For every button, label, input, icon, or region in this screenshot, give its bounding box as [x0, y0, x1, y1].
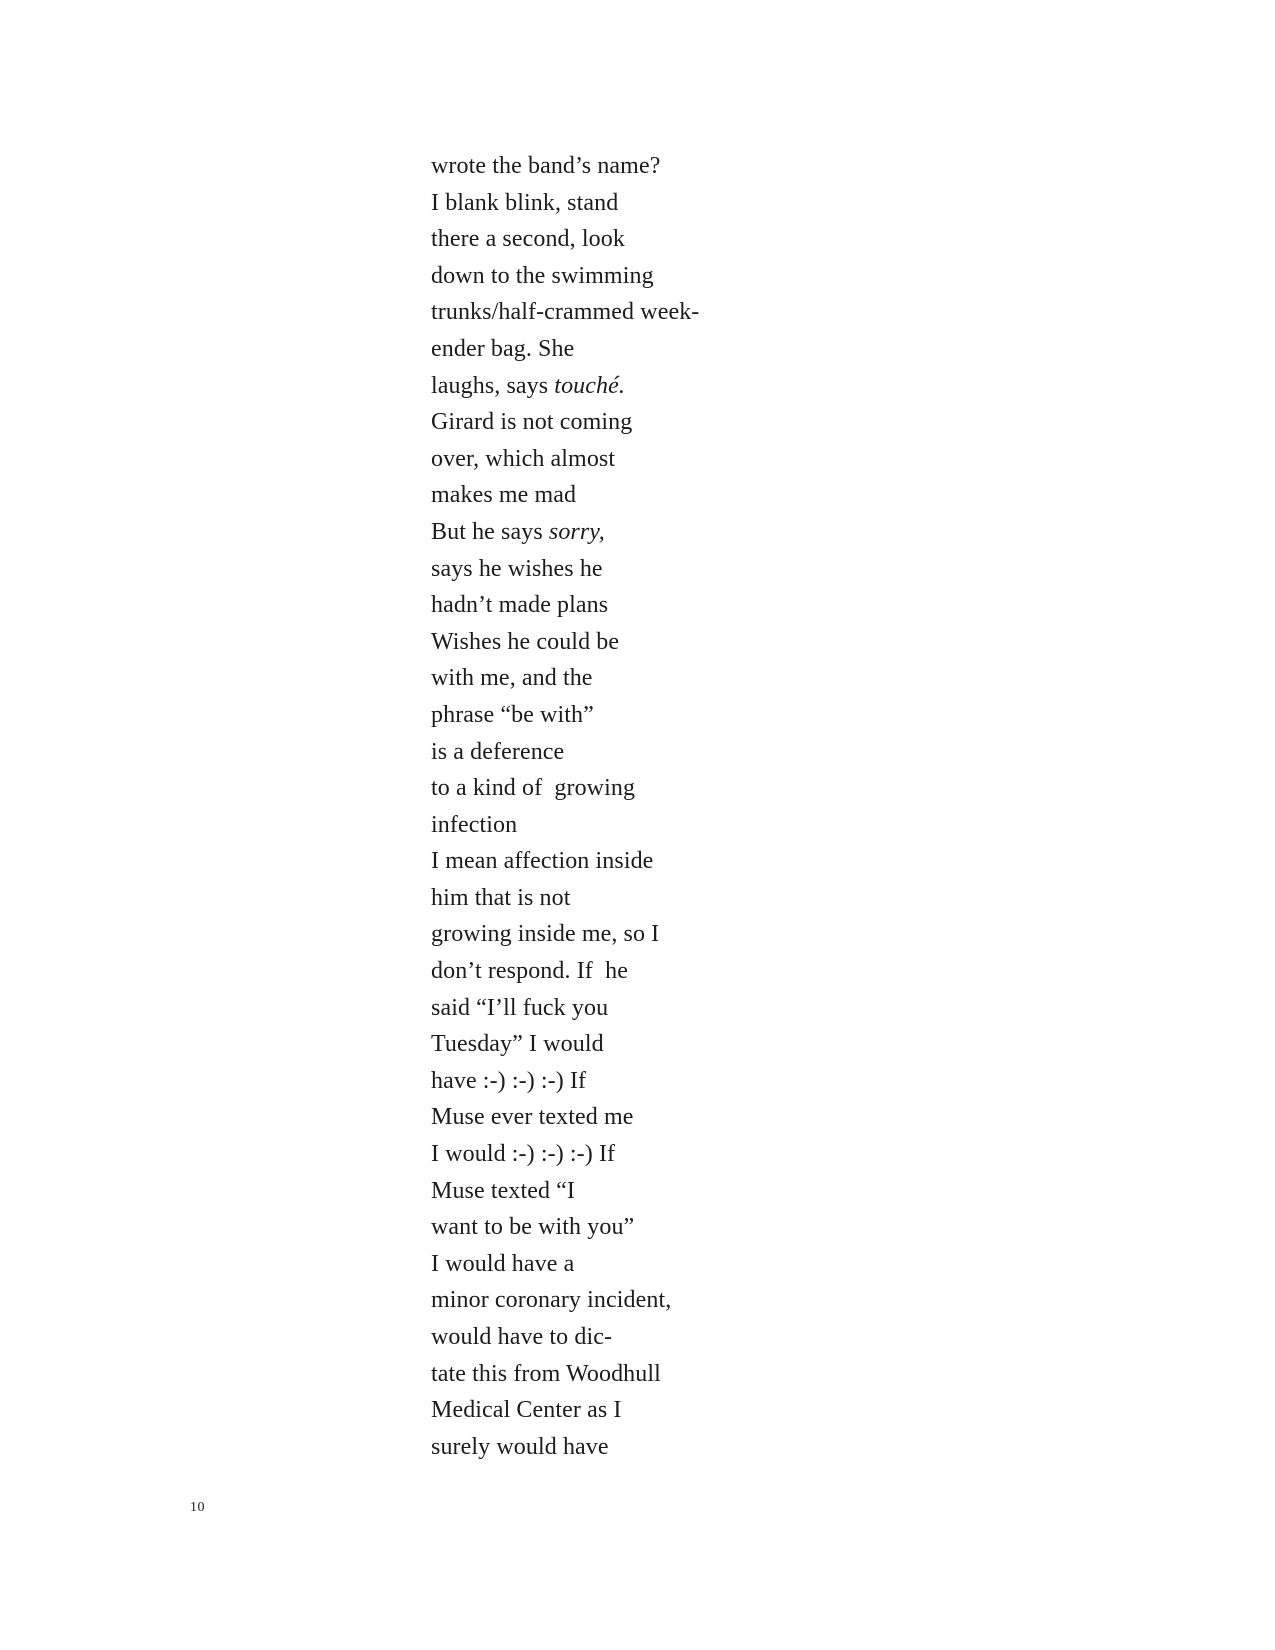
italic-word: touché. [554, 372, 625, 399]
poem-line-text: laughs, says [431, 372, 555, 399]
italic-word: sorry, [548, 518, 605, 545]
poem-line: hadn’t made plans [431, 592, 609, 619]
poem-line: minor coronary incident, [431, 1287, 672, 1314]
poem-line: ender bag. She [431, 335, 575, 362]
poem-line: trunks/half-crammed week- [431, 299, 700, 326]
poem-line [431, 514, 699, 551]
poem-line: says he wishes he [431, 555, 603, 582]
poem-line: Girard is not coming [431, 409, 633, 436]
poem-text-block [431, 148, 699, 1465]
poem-line: I mean affection inside [431, 848, 654, 875]
poem-line: would have to dic- [431, 1324, 613, 1350]
poem-line: Muse texted “I [431, 1177, 576, 1204]
poem-line: Medical Center as I [431, 1397, 622, 1424]
poem-line-text: But he says [431, 518, 549, 545]
poem-line: makes me mad [431, 482, 577, 509]
poem-line: I would :-) :-) :-) If [431, 1141, 616, 1168]
poem-line: there a second, look [431, 226, 625, 253]
poem-line: Wishes he could be [431, 628, 620, 655]
poem-line: surely would have [431, 1433, 609, 1460]
poem-line: over, which almost [431, 445, 616, 472]
poem-line: down to the swimming [431, 262, 654, 289]
poem-line: with me, and the [431, 665, 593, 692]
poem-line: infection [431, 811, 518, 838]
poem-line: him that is not [431, 884, 571, 911]
poem-line: said “I’ll fuck you [431, 994, 609, 1021]
poem-line: don’t respond. If he [431, 958, 628, 985]
poem-line: I blank blink, stand [431, 189, 619, 216]
poem-line: Tuesday” I would [431, 1031, 604, 1058]
poem-line: wrote the band’s name? [431, 153, 661, 179]
poem-line: growing inside me, so I [431, 921, 660, 948]
poem-line: want to be with you” [431, 1214, 635, 1241]
poem-line: have :-) :-) :-) If [431, 1067, 587, 1094]
poem-line: I would have a [431, 1250, 575, 1277]
poem-line [431, 368, 699, 405]
page-number: 10 [190, 1500, 205, 1515]
poem-line: phrase “be with” [431, 701, 594, 728]
poem-line: tate this from Woodhull [431, 1360, 661, 1387]
poem-line: Muse ever texted me [431, 1104, 634, 1131]
poem-line: is a deference [431, 738, 565, 765]
poem-line: to a kind of growing [431, 775, 636, 802]
